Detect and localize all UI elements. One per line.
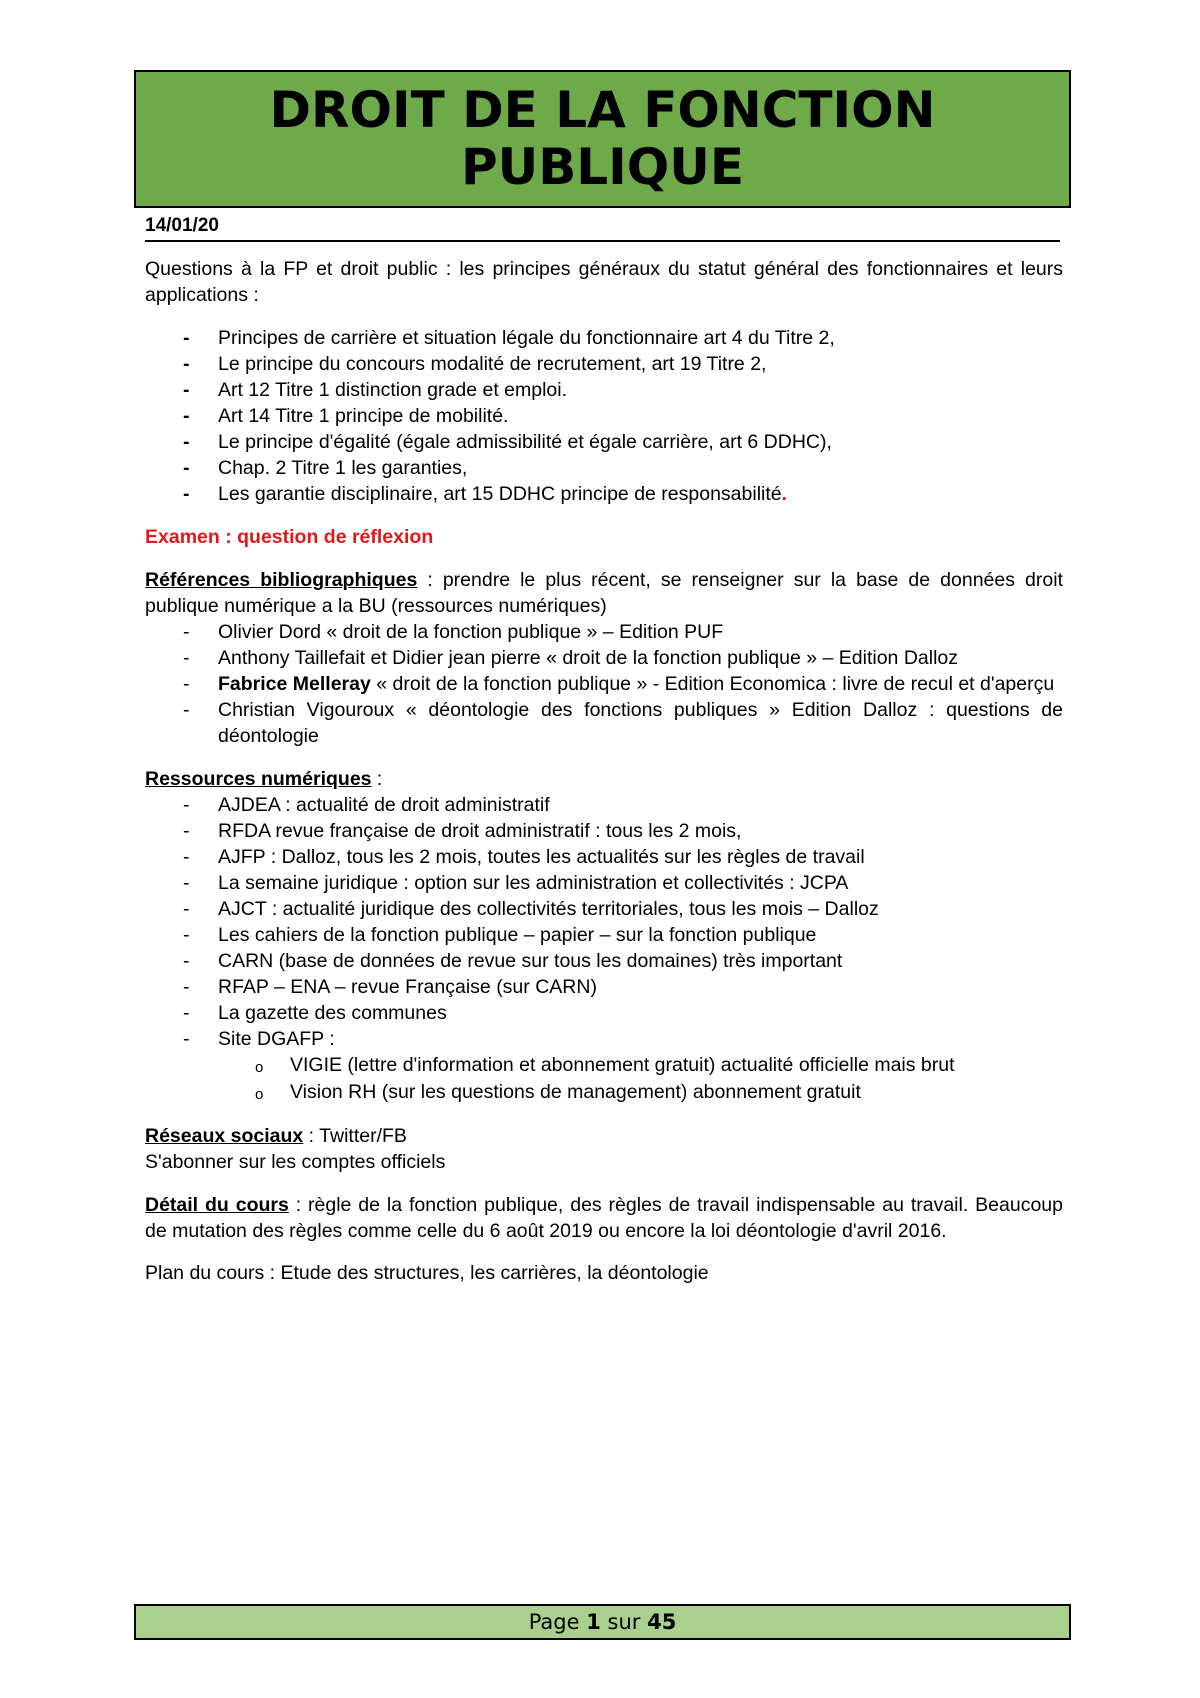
references-heading: Références bibliographiques xyxy=(145,569,418,591)
list-item: - AJFP : Dalloz, tous les 2 mois, toutes les actualités sur les règles de travail xyxy=(183,846,865,868)
dash-marker: - xyxy=(183,898,190,920)
circle-marker: o xyxy=(255,1059,264,1076)
red-period: . xyxy=(781,483,788,505)
detail-paragraph: Détail du cours : règle de la fonction publique, des règles de travail indispensable au travail. Beaucoup de mutation des règles comme celle du 6 août 2019 ou encore la loi déontologie d'avril 2016. xyxy=(145,1194,1063,1242)
document-body xyxy=(145,256,1063,1286)
dash-marker: - xyxy=(183,431,190,453)
dash-marker: - xyxy=(183,1028,190,1050)
page-total: 45 xyxy=(647,1610,677,1634)
detail-heading: Détail du cours xyxy=(145,1194,289,1216)
list-item: - La gazette des communes xyxy=(183,1002,447,1024)
list-item: - RFDA revue française de droit administratif : tous les 2 mois, xyxy=(183,820,742,842)
plan-paragraph: Plan du cours : Etude des structures, les carrières, la déontologie xyxy=(145,1262,709,1284)
course-date: 14/01/20 xyxy=(145,213,1060,242)
dash-marker: - xyxy=(183,976,190,998)
list-item: - Christian Vigouroux « déontologie des fonctions publiques » Edition Dalloz : questions de déontologie xyxy=(183,699,1063,747)
document-title-line-2: PUBLIQUE xyxy=(460,138,745,196)
list-item: - Fabrice Melleray « droit de la fonction publique » - Edition Economica : livre de recul et d'aperçu xyxy=(183,673,1055,695)
page-number: 1 xyxy=(586,1610,601,1634)
intro-paragraph: Questions à la FP et droit public : les principes généraux du statut général des fonctionnaires et leurs applications : xyxy=(145,258,1063,306)
dash-marker: - xyxy=(183,699,190,721)
list-item: - CARN (base de données de revue sur tous les domaines) très important xyxy=(183,950,843,972)
list-item: o VIGIE (lettre d'information et abonnement gratuit) actualité officielle mais brut xyxy=(145,1052,1063,1079)
list-item: - Les garantie disciplinaire, art 15 DDHC principe de responsabilité. xyxy=(183,483,788,505)
list-item: o Vision RH (sur les questions de management) abonnement gratuit xyxy=(145,1079,1063,1106)
dash-marker: - xyxy=(183,820,190,842)
resources-list xyxy=(145,792,1063,1052)
dash-marker: - xyxy=(183,483,190,505)
list-item: - La semaine juridique : option sur les administration et collectivités : JCPA xyxy=(183,872,849,894)
dash-marker: - xyxy=(183,1002,190,1024)
page-footer: Page 1 sur 45 xyxy=(134,1604,1071,1640)
list-item: - Site DGAFP : xyxy=(183,1028,335,1050)
dash-marker: - xyxy=(183,846,190,868)
list-item: - Principes de carrière et situation légale du fonctionnaire art 4 du Titre 2, xyxy=(183,327,835,349)
dash-marker: - xyxy=(183,794,190,816)
dash-marker: - xyxy=(183,353,190,375)
circle-marker: o xyxy=(255,1086,264,1103)
document-title-line-1: DROIT DE LA FONCTION xyxy=(269,81,936,139)
dash-marker: - xyxy=(183,621,190,643)
list-item: - Les cahiers de la fonction publique – papier – sur la fonction publique xyxy=(183,924,817,946)
social-paragraph: Réseaux sociaux : Twitter/FB xyxy=(145,1125,407,1147)
dash-marker: - xyxy=(183,327,190,349)
social-heading: Réseaux sociaux xyxy=(145,1125,304,1147)
resources-paragraph: Ressources numériques : xyxy=(145,768,383,790)
social-note: S'abonner sur les comptes officiels xyxy=(145,1151,446,1173)
references-paragraph: Références bibliographiques : prendre le plus récent, se renseigner sur la base de données droit publique numérique a la BU (ressources numériques) xyxy=(145,569,1063,617)
list-item: - Chap. 2 Titre 1 les garanties, xyxy=(183,457,468,479)
list-item: - Olivier Dord « droit de la fonction publique » – Edition PUF xyxy=(183,621,724,643)
references-list xyxy=(145,619,1063,749)
exam-note: Examen : question de réflexion xyxy=(145,526,434,548)
list-item: - Le principe du concours modalité de recrutement, art 19 Titre 2, xyxy=(183,353,767,375)
list-item: - RFAP – ENA – revue Française (sur CARN) xyxy=(183,976,597,998)
list-item: - AJDEA : actualité de droit administratif xyxy=(183,794,550,816)
list-item: - Anthony Taillefait et Didier jean pierre « droit de la fonction publique » – Edition Dalloz xyxy=(183,647,959,669)
dash-marker: - xyxy=(183,950,190,972)
dash-marker: - xyxy=(183,924,190,946)
dgafp-sublist xyxy=(145,1052,1063,1106)
dash-marker: - xyxy=(183,872,190,894)
list-item: - Le principe d'égalité (égale admissibilité et égale carrière, art 6 DDHC), xyxy=(183,431,832,453)
dash-marker: - xyxy=(183,405,190,427)
dash-marker: - xyxy=(183,673,190,695)
principles-list xyxy=(145,325,1063,507)
list-item: - Art 12 Titre 1 distinction grade et emploi. xyxy=(183,379,568,401)
document-title-box xyxy=(134,70,1071,208)
dash-marker: - xyxy=(183,379,190,401)
list-item: - AJCT : actualité juridique des collectivités territoriales, tous les mois – Dalloz xyxy=(183,898,879,920)
resources-heading: Ressources numériques xyxy=(145,768,372,790)
dash-marker: - xyxy=(183,647,190,669)
dash-marker: - xyxy=(183,457,190,479)
list-item: - Art 14 Titre 1 principe de mobilité. xyxy=(183,405,509,427)
